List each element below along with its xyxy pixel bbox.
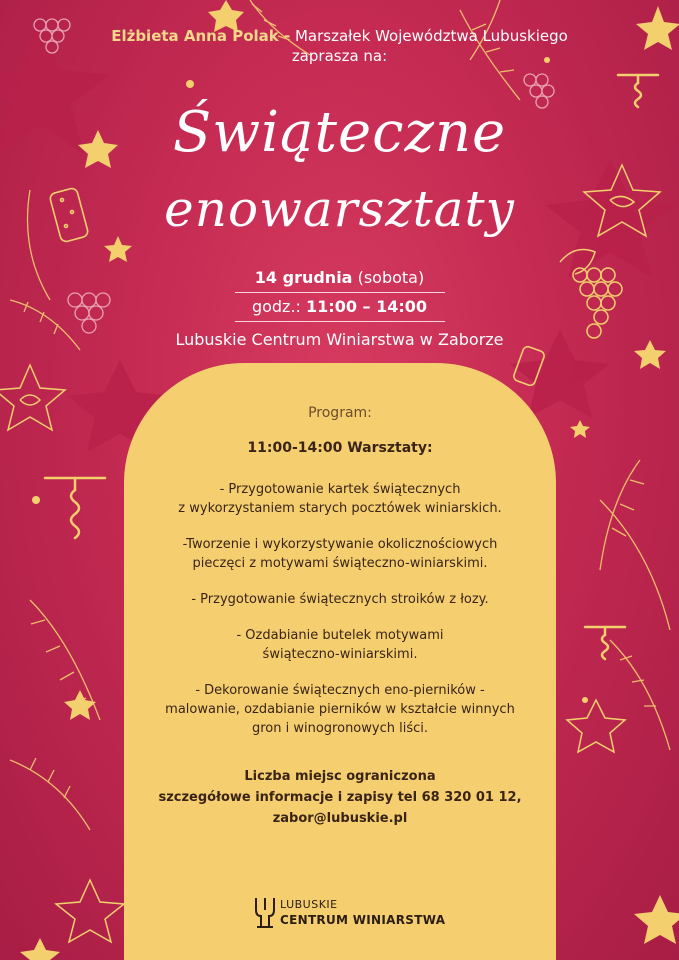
wine-glass-logo-icon (254, 896, 276, 930)
program-item-line: świąteczno-winiarskimi. (262, 647, 418, 662)
program-item (124, 681, 556, 738)
program-item-line: - Dekorowanie świątecznych eno-pierników - (195, 683, 485, 698)
event-day: (sobota) (357, 268, 425, 287)
contact-details: szczegółowe informacje i zapisy tel 68 320 01 12, (158, 790, 522, 805)
program-content (124, 404, 556, 829)
logo-line-2: CENTRUM WINIARSTWA (280, 913, 446, 927)
limited-places: Liczba miejsc ograniczona (244, 769, 436, 784)
program-item-line: z wykorzystaniem starych pocztówek winiarskich. (178, 501, 502, 516)
program-item (124, 535, 556, 573)
program-item-line: -Tworzenie i wykorzystywanie okolicznościowych (182, 537, 498, 552)
title-line-2: enowarsztaty (164, 180, 515, 238)
title-line-1: Świąteczne (172, 100, 507, 165)
divider (235, 321, 445, 322)
event-info (0, 266, 679, 352)
program-label: Program: (308, 405, 372, 421)
contact-info (124, 766, 556, 829)
program-item (124, 590, 556, 609)
program-item (124, 626, 556, 664)
logo-line-1: LUBUSKIE (280, 898, 338, 911)
header (0, 26, 679, 66)
host-name: Elżbieta Anna Polak - (111, 27, 291, 45)
program-item-line: - Przygotowanie kartek świątecznych (219, 482, 461, 497)
hours-label: godz.: (251, 297, 301, 316)
event-hours: 11:00 – 14:00 (306, 297, 428, 316)
invites-text: zaprasza na: (291, 47, 388, 65)
program-item-line: gron i winogronowych liści. (251, 721, 428, 736)
divider (235, 292, 445, 293)
program-item-line: pieczęci z motywami świąteczno-winiarskimi. (192, 556, 488, 571)
program-item-line: - Ozdabianie butelek motywami (236, 628, 444, 643)
lcw-logo (254, 896, 454, 936)
event-venue: Lubuskie Centrum Winiarstwa w Zaborze (175, 330, 504, 349)
program-item-line: malowanie, ozdabianie pierników w kształcie winnych (165, 702, 515, 717)
program-item-line: - Przygotowanie świątecznych stroików z łozy. (191, 592, 489, 607)
event-date: 14 grudnia (254, 268, 353, 287)
host-title: Marszałek Województwa Lubuskiego (294, 27, 568, 45)
session-title: 11:00-14:00 Warsztaty: (247, 440, 433, 456)
program-item (124, 480, 556, 518)
contact-email[interactable]: zabor@lubuskie.pl (272, 811, 408, 826)
